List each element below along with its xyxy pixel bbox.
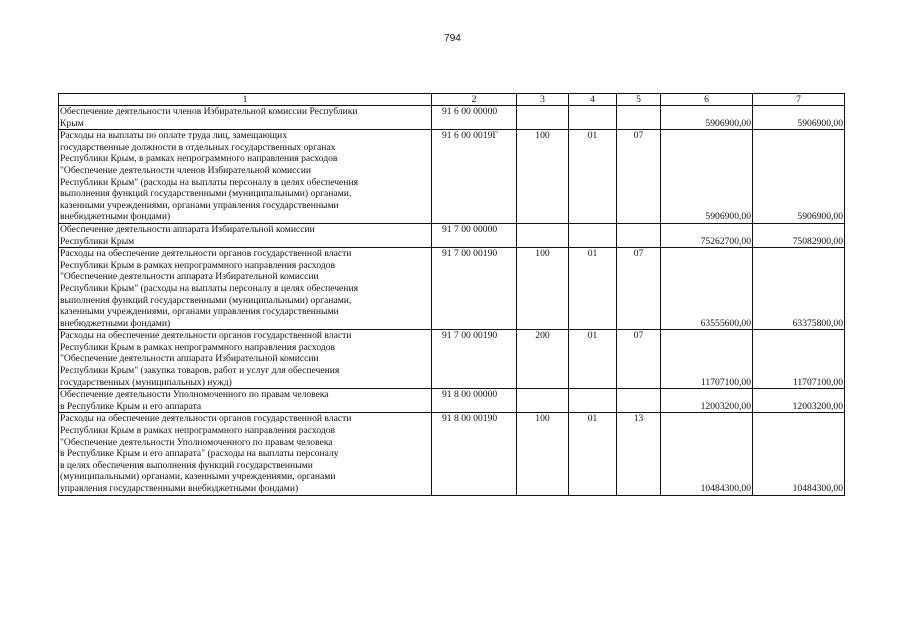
- section-cell: [569, 389, 617, 413]
- expense-type-cell: 100: [517, 130, 569, 224]
- subsection-cell: 07: [617, 248, 661, 330]
- description-line: в Республике Крым и его аппарата: [60, 400, 202, 412]
- table-row: [59, 223, 845, 247]
- section-cell: [569, 106, 617, 130]
- description-line: Республики Крым в рамках непрограммного направления расходов: [60, 259, 336, 271]
- table-row: [59, 248, 845, 330]
- target-code-cell: 91 8 00 00190: [432, 413, 517, 495]
- amount-cell-2: 10484300,00: [753, 413, 845, 495]
- table-row: [59, 106, 845, 130]
- description-line: Республики Крым" (закупка товаров, работ и услуг для обеспечения: [60, 365, 340, 377]
- target-code-cell: 91 7 00 00190: [432, 330, 517, 389]
- amount-cell-2: 63375800,00: [753, 248, 845, 330]
- target-code-cell: 91 8 00 00000: [432, 389, 517, 413]
- description-line: государственных (муниципальных) нужд): [60, 376, 232, 388]
- row-description: [59, 248, 432, 330]
- description-line: Республики Крым" (расходы на выплаты персоналу в целях обеспечения: [60, 176, 358, 188]
- target-code-cell: 91 7 00 00000: [432, 223, 517, 247]
- description-line: выполнения функций государственными (муниципальными) органами,: [60, 294, 352, 306]
- amount-cell-1: 5906900,00: [661, 106, 753, 130]
- description-line: управления государственными внебюджетными фондами): [60, 483, 299, 494]
- table-row: [59, 130, 845, 224]
- subsection-cell: 13: [617, 413, 661, 495]
- row-description: [59, 130, 432, 224]
- target-code-cell: 91 6 00 0019Г: [432, 130, 517, 224]
- subsection-cell: [617, 223, 661, 247]
- description-line: "Обеспечение деятельности аппарата Избирательной комиссии: [60, 353, 319, 365]
- column-number: 4: [569, 94, 617, 106]
- description-line: Обеспечение деятельности Уполномоченного по правам человека: [60, 389, 329, 401]
- amount-cell-2: 11707100,00: [753, 330, 845, 389]
- expense-type-cell: [517, 223, 569, 247]
- amount-cell-1: 11707100,00: [661, 330, 753, 389]
- section-cell: 01: [569, 330, 617, 389]
- description-line: Республики Крым" (расходы на выплаты персоналу в целях обеспечения: [60, 282, 358, 294]
- subsection-cell: 07: [617, 130, 661, 224]
- description-line: Республики Крым в рамках непрограммного направления расходов: [60, 341, 336, 353]
- description-line: внебюджетными фондами): [60, 211, 171, 223]
- target-code-cell: 91 6 00 00000: [432, 106, 517, 130]
- description-line: казенными учреждениями, органами управления государственными: [60, 306, 339, 318]
- page-number: 794: [444, 33, 461, 44]
- description-line: Расходы на выплаты по оплате труда лиц, замещающих: [60, 130, 288, 142]
- expense-type-cell: [517, 389, 569, 413]
- amount-cell-2: 75082900,00: [753, 223, 845, 247]
- amount-cell-1: 10484300,00: [661, 413, 753, 495]
- column-number: 6: [661, 94, 753, 106]
- description-line: Обеспечение деятельности аппарата Избирательной комиссии: [60, 223, 315, 235]
- section-cell: 01: [569, 413, 617, 495]
- description-line: государственные должности в отдельных государственных органах: [60, 141, 336, 153]
- section-cell: 01: [569, 248, 617, 330]
- target-code-cell: 91 7 00 00190: [432, 248, 517, 330]
- section-cell: [569, 223, 617, 247]
- row-description: [59, 106, 432, 130]
- description-line: Обеспечение деятельности членов Избирательной комиссии Республики: [60, 106, 358, 117]
- subsection-cell: 07: [617, 330, 661, 389]
- description-line: Расходы на обеспечение деятельности органов государственной власти: [60, 413, 352, 425]
- description-line: Расходы на обеспечение деятельности органов государственной власти: [60, 248, 352, 260]
- row-description: [59, 389, 432, 413]
- description-line: Расходы на обеспечение деятельности органов государственной власти: [60, 330, 352, 342]
- column-number-row: [59, 94, 845, 106]
- description-line: внебюджетными фондами): [60, 317, 171, 329]
- description-line: в целях обеспечения выполнения функций государственными: [60, 459, 313, 471]
- row-description: [59, 330, 432, 389]
- column-number: 7: [753, 94, 845, 106]
- description-line: "Обеспечение деятельности членов Избирательной комиссии: [60, 164, 311, 176]
- description-line: (муниципальными) органами, казенными учреждениями, органами: [60, 471, 336, 483]
- description-line: в Республике Крым и его аппарата" (расходы на выплаты персоналу: [60, 448, 339, 460]
- expense-type-cell: 100: [517, 248, 569, 330]
- description-line: Республики Крым в рамках непрограммного направления расходов: [60, 425, 336, 437]
- description-line: Республики Крым, в рамках непрограммного направления расходов: [60, 153, 338, 165]
- row-description: [59, 413, 432, 495]
- amount-cell-2: 5906900,00: [753, 106, 845, 130]
- amount-cell-1: 5906900,00: [661, 130, 753, 224]
- description-line: Республики Крым: [60, 235, 135, 247]
- column-number: 1: [59, 94, 432, 106]
- table-row: [59, 413, 845, 495]
- description-line: "Обеспечение деятельности Уполномоченного по правам человека: [60, 436, 333, 448]
- expense-type-cell: 100: [517, 413, 569, 495]
- description-line: выполнения функций государственными (муниципальными) органами,: [60, 188, 352, 200]
- expense-type-cell: 200: [517, 330, 569, 389]
- column-number: 5: [617, 94, 661, 106]
- amount-cell-1: 12003200,00: [661, 389, 753, 413]
- table-row: [59, 389, 845, 413]
- expense-type-cell: [517, 106, 569, 130]
- amount-cell-2: 12003200,00: [753, 389, 845, 413]
- description-line: Крым: [60, 117, 84, 129]
- column-number: 2: [432, 94, 517, 106]
- subsection-cell: [617, 106, 661, 130]
- budget-table: [58, 93, 845, 496]
- section-cell: 01: [569, 130, 617, 224]
- subsection-cell: [617, 389, 661, 413]
- description-line: казенными учреждениями, органами управления государственными: [60, 199, 339, 211]
- amount-cell-1: 63555600,00: [661, 248, 753, 330]
- description-line: "Обеспечение деятельности аппарата Избирательной комиссии: [60, 271, 319, 283]
- amount-cell-2: 5906900,00: [753, 130, 845, 224]
- column-number: 3: [517, 94, 569, 106]
- table-row: [59, 330, 845, 389]
- row-description: [59, 223, 432, 247]
- amount-cell-1: 75262700,00: [661, 223, 753, 247]
